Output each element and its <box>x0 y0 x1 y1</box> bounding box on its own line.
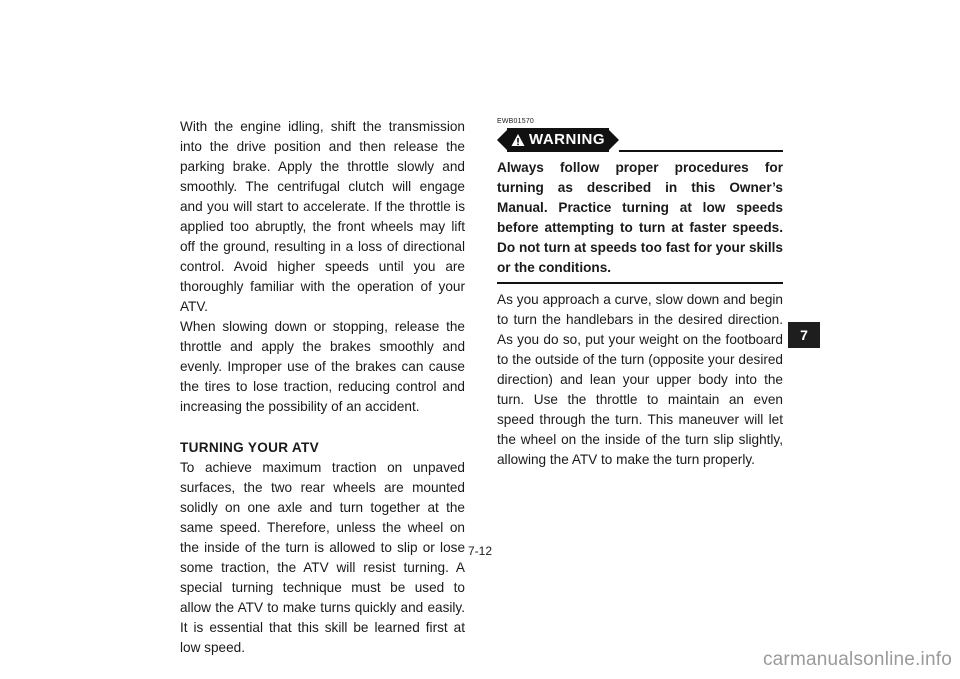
paragraph-curve: As you approach a curve, slow down and begin to turn the handlebars in the desired direction. As you do so, put your weight on the footboard to the outside of the turn (opposite your desired direction) and lean your upper body into the turn. Use the throttle to maintain an even speed through the turn. This maneuver will let the wheel on the inside of the turn slip slightly, allowing the ATV to make the turn properly. <box>497 292 783 467</box>
warning-rule <box>619 150 783 152</box>
warning-label: WARNING <box>529 131 605 148</box>
warning-text: Always follow proper procedures for turning as described in this Owner’s Manual. Practice turning at low speeds before attempting to turn at faster speeds. Do not turn at speeds too fast for your skills or the conditions. <box>497 158 783 284</box>
page-number: 7-12 <box>467 544 493 558</box>
right-column <box>497 117 783 484</box>
paragraph-turning: To achieve maximum traction on unpaved surfaces, the two rear wheels are mounted solidly on one axle and turn together at the same speed. Therefore, unless the wheel on the inside of the turn is allowed to slip or lose some traction, the ATV will resist turning. A special turning technique must be used to allow the ATV to make turns quickly and easily. It is essential that this skill be learned first at low speed. <box>180 460 465 655</box>
warning-code: EWB01570 <box>497 118 535 125</box>
warning-triangle-icon <box>511 133 525 147</box>
warning-header <box>497 128 783 152</box>
section-tab: 7 <box>788 322 820 348</box>
warning-badge <box>507 128 609 152</box>
left-column <box>180 117 465 658</box>
paragraph-starting: With the engine idling, shift the transmission into the drive position and then release the parking brake. Apply the throttle slowly and smoothly. The centrifugal clutch will engage and you will start to accelerate. If the throttle is applied too abruptly, the front wheels may lift off the ground, resulting in a loss of directional control. Avoid higher speeds until you are thoroughly familiar with the operation of your ATV. <box>180 119 465 314</box>
section-heading: TURNING YOUR ATV <box>180 440 319 455</box>
spacer <box>180 417 465 438</box>
paragraph-braking: When slowing down or stopping, release the throttle and apply the brakes smoothly and evenly. Improper use of the brakes can cause the tires to lose traction, reducing control and increasing the possibility of an accident. <box>180 319 465 414</box>
watermark: carmanualsonline.info <box>762 649 952 670</box>
